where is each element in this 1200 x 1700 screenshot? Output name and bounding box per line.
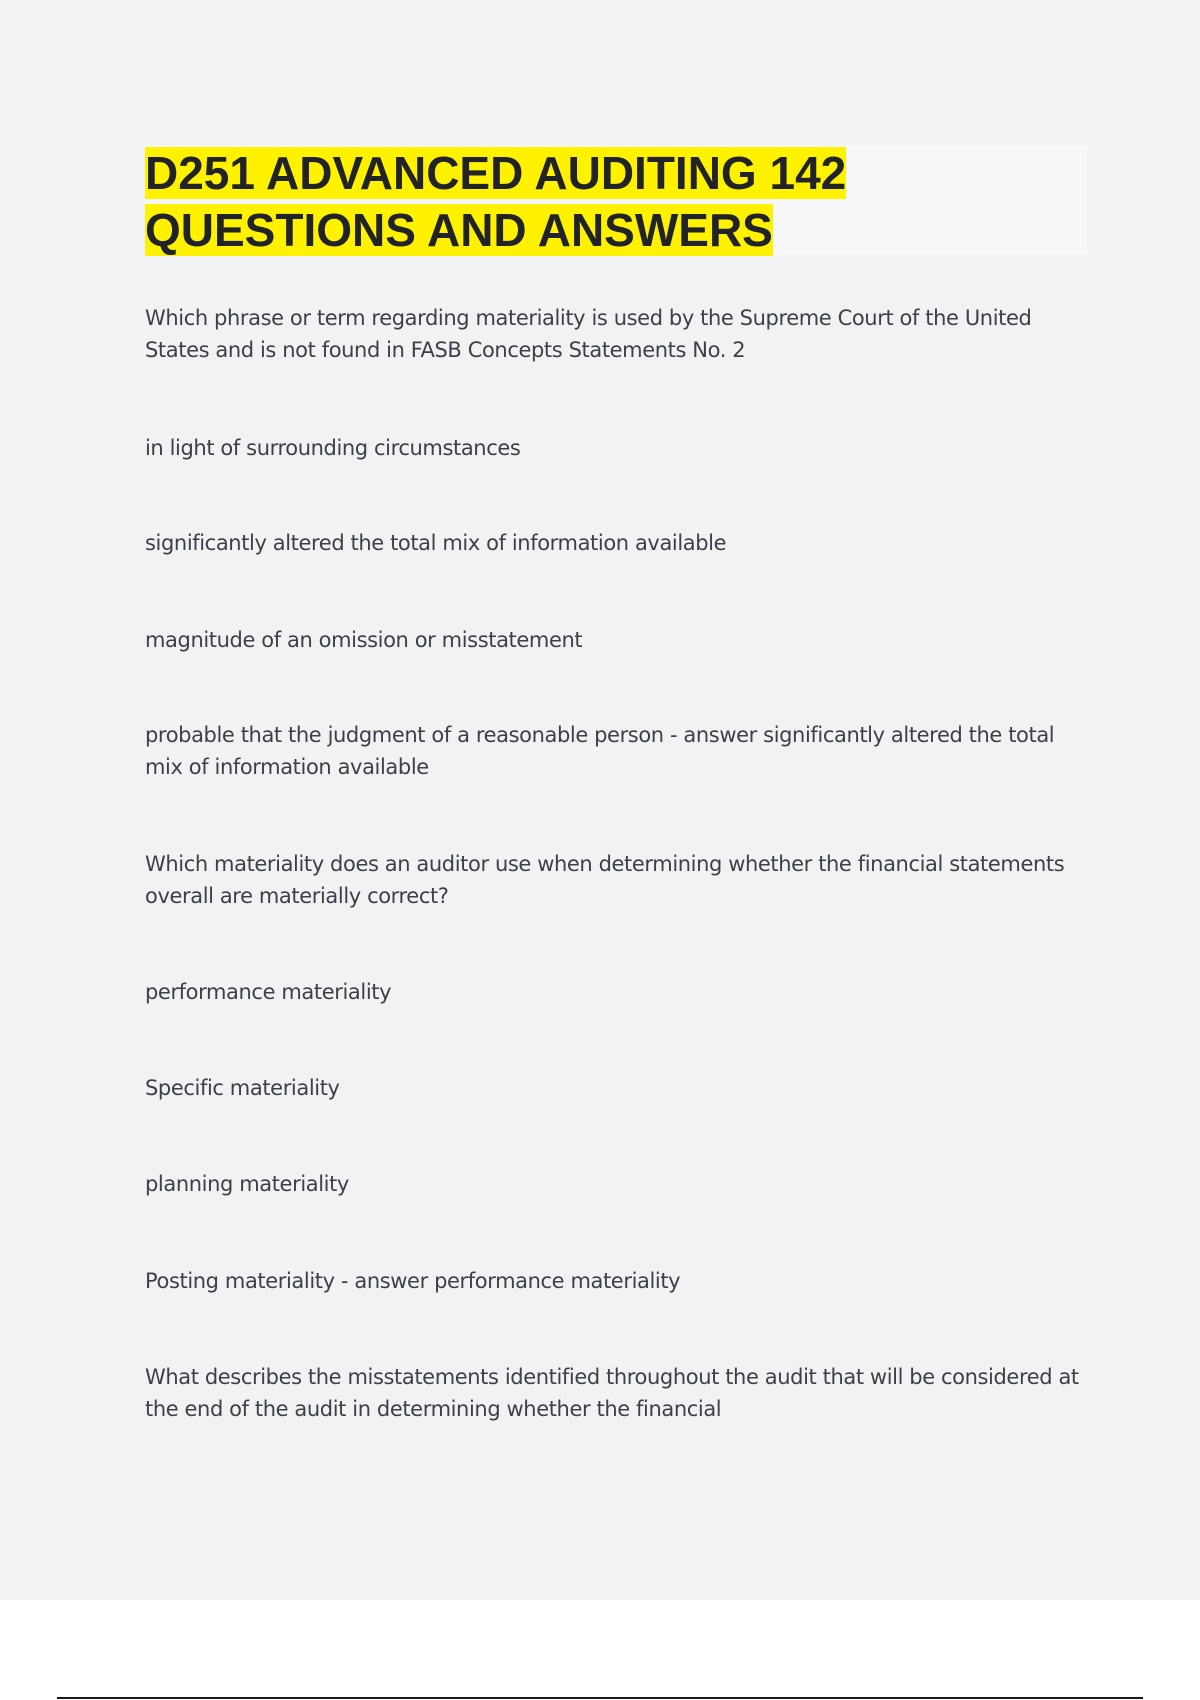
question-text: What describes the misstatements identified throughout the audit that will be considered at the end of the audit in determining whether the financial	[145, 1365, 1079, 1421]
answer-option: in light of surrounding circumstances	[145, 436, 521, 460]
question-text: Which phrase or term regarding materiality is used by the Supreme Court of the United States and is not found in FASB Concepts Statements No. 2	[145, 306, 1032, 362]
answer-option: magnitude of an omission or misstatement	[145, 628, 583, 652]
answer-option: Specific materiality	[145, 1076, 340, 1100]
document-title	[145, 145, 1045, 259]
answer-option: significantly altered the total mix of information available	[145, 531, 727, 555]
title-line-1: D251 ADVANCED AUDITING 142	[145, 147, 847, 199]
answer-option-with-answer: Posting materiality - answer performance materiality	[145, 1269, 681, 1293]
question-text: Which materiality does an auditor use when determining whether the financial statements overall are materially correct?	[145, 852, 1065, 908]
title-line-2: QUESTIONS AND ANSWERS	[145, 204, 773, 256]
answer-option-with-answer: probable that the judgment of a reasonable person - answer significantly altered the total mix of information available	[145, 723, 1055, 779]
answer-option: planning materiality	[145, 1172, 349, 1196]
footer-divider	[57, 1697, 1143, 1699]
answer-option: performance materiality	[145, 980, 392, 1004]
